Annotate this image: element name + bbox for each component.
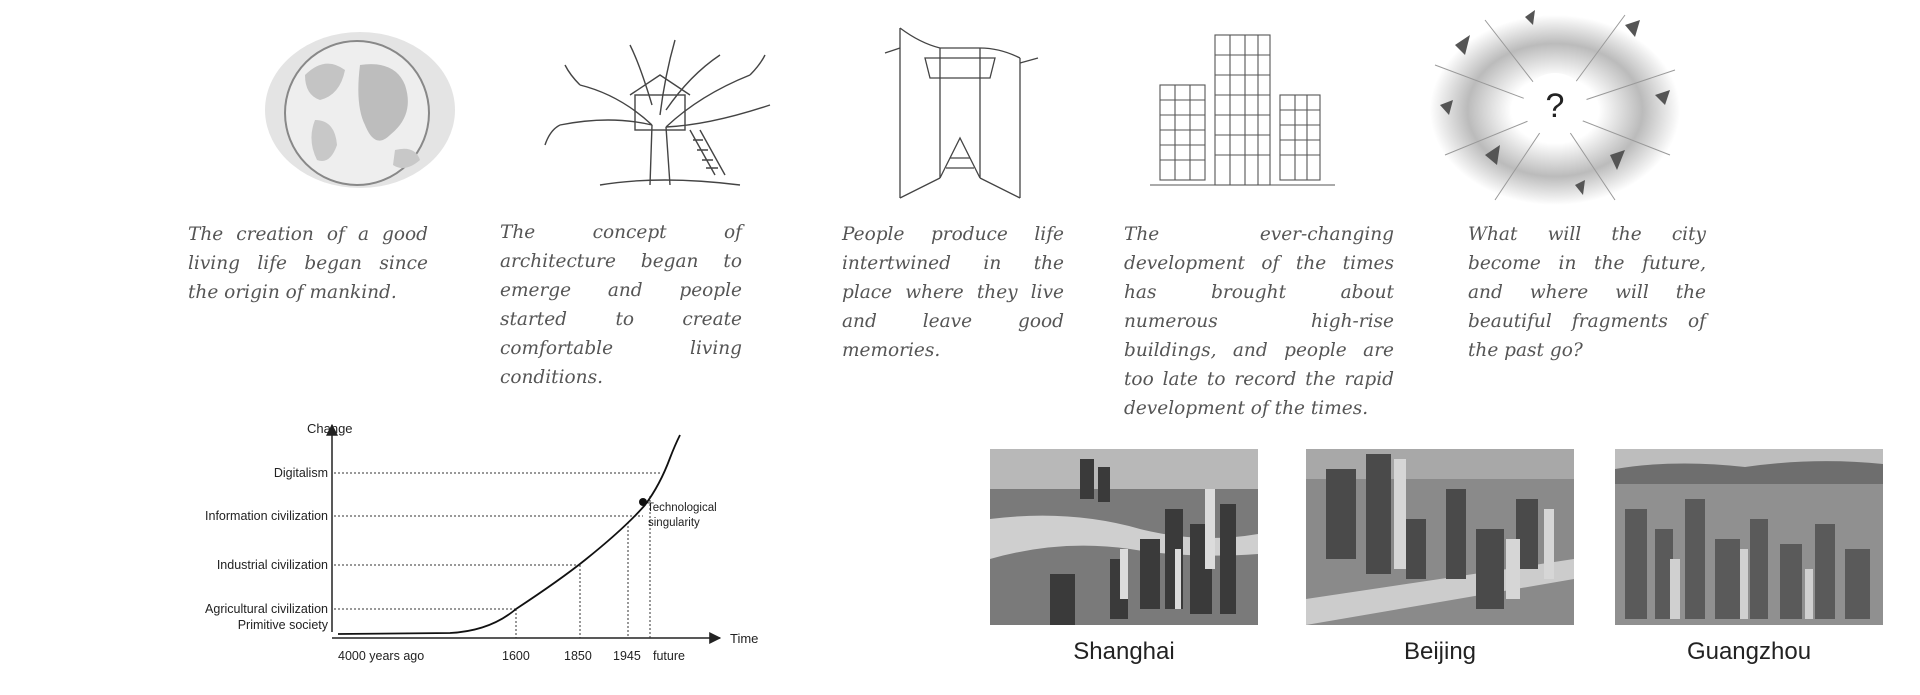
level-label: Information civilization <box>205 509 328 523</box>
level-label: Industrial civilization <box>216 558 328 572</box>
level-label: Agricultural civilization <box>205 602 328 616</box>
tick-label: 4000 years ago <box>338 649 425 663</box>
tick-label: 1945 <box>613 649 641 663</box>
shanghai-photo <box>990 449 1258 625</box>
annotation-line2: singularity <box>648 517 700 529</box>
city-label-guangzhou: Guangzhou <box>1686 638 1812 665</box>
globe-sketch <box>265 25 465 195</box>
guangzhou-photo <box>1615 449 1883 625</box>
highrise-sketch <box>1150 25 1340 190</box>
tick-label: 1850 <box>564 649 592 663</box>
city-label-beijing: Beijing <box>1403 638 1477 665</box>
civilization-change-diagram <box>170 410 770 670</box>
beijing-photo <box>1306 449 1574 625</box>
question-mark: ? <box>1545 87 1565 125</box>
annotation-line1: Technological <box>647 502 717 514</box>
y-axis-title: Change <box>307 421 353 436</box>
alley-sketch <box>880 18 1040 203</box>
treehouse-sketch <box>540 35 780 195</box>
level-label: Digitalism <box>273 466 328 480</box>
caption-architecture: The concept of architecture began to emerge and people started to create comfortable living conditions. <box>500 222 742 388</box>
x-axis-title: Time <box>730 631 759 646</box>
growth-curve <box>338 435 680 634</box>
caption-memories: People produce life intertwined in the place where they live and leave good memories. <box>842 224 1064 361</box>
caption-high-rise: The ever-changing development of the times has brought about numerous high-rise buildings, and people are too late to record the rapid development of the times. <box>1124 224 1394 419</box>
city-label-shanghai: Shanghai <box>1073 638 1175 665</box>
caption-future: What will the city become in the future, and where will the beautiful fragments of the past go? <box>1468 224 1706 361</box>
level-label: Primitive society <box>237 618 328 632</box>
future-burst-sketch <box>1425 5 1685 210</box>
singularity-point <box>639 498 647 506</box>
tick-label: 1600 <box>502 649 530 663</box>
caption-origin: The creation of a good living life began since the origin of mankind. <box>188 224 428 303</box>
tick-label: future <box>653 649 685 663</box>
